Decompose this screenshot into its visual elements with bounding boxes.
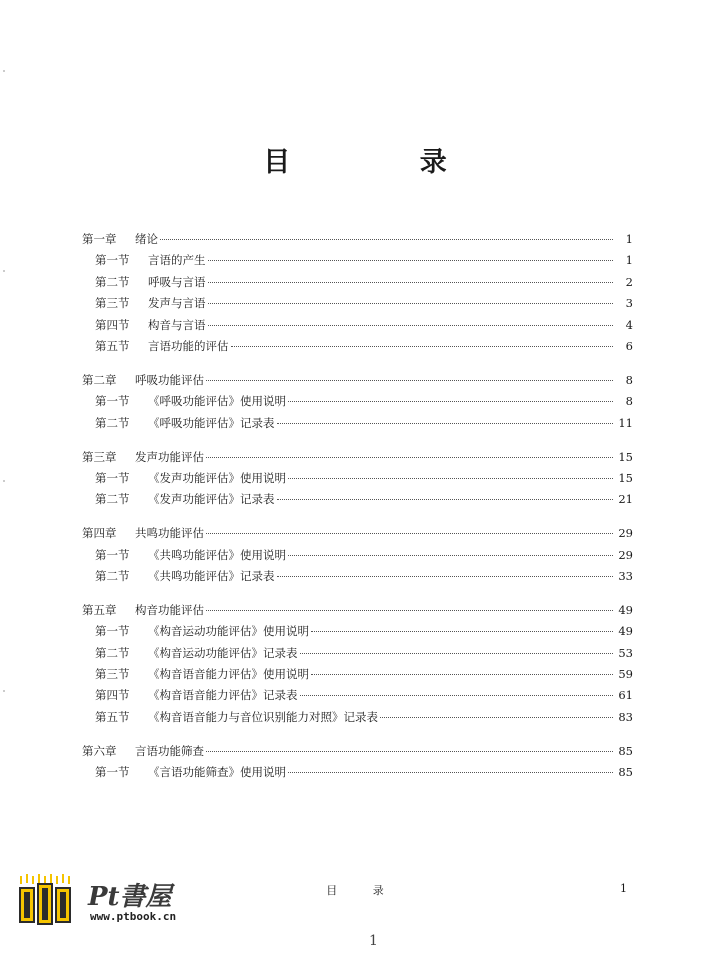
dot-leader <box>300 653 614 654</box>
toc-chapter-number: 第四章 <box>82 526 117 541</box>
dot-leader <box>208 260 614 261</box>
toc-section-title: 《呼吸功能评估》使用说明 <box>148 394 286 409</box>
toc-section[interactable] <box>82 707 633 728</box>
toc-section-number: 第二节 <box>95 492 130 507</box>
site-logo <box>18 870 208 930</box>
bottom-page-mark: 1 <box>369 933 378 949</box>
dot-leader <box>208 325 614 326</box>
toc-chapter-page: 8 <box>625 372 633 387</box>
toc-section-page: 33 <box>618 568 633 583</box>
footer-page-number: 1 <box>620 882 627 895</box>
toc-section[interactable] <box>82 293 633 314</box>
toc-section-number: 第一节 <box>95 765 130 780</box>
dot-leader <box>208 303 614 304</box>
toc-section-number: 第一节 <box>95 394 130 409</box>
toc-section-page: 11 <box>618 415 633 430</box>
toc-chapter-page: 1 <box>625 232 633 246</box>
toc-chapter-title: 绪论 <box>135 232 158 246</box>
toc-section-number: 第二节 <box>95 274 130 289</box>
toc-section-page: 59 <box>618 667 633 682</box>
toc-section-page: 6 <box>625 338 633 353</box>
toc-section[interactable] <box>82 315 633 336</box>
toc-section-page: 61 <box>618 688 633 703</box>
toc-section-number: 第二节 <box>95 645 130 660</box>
toc-section-title: 《构音语音能力与音位识别能力对照》记录表 <box>148 709 378 724</box>
toc-chapter-block <box>82 741 633 784</box>
toc-chapter-block <box>82 370 633 434</box>
toc-section-number: 第一节 <box>95 470 130 485</box>
dot-leader <box>206 610 613 611</box>
toc-section-number: 第二节 <box>95 568 130 583</box>
dot-leader <box>277 423 614 424</box>
toc-chapter[interactable] <box>82 523 633 544</box>
toc-section-title: 《言语功能筛查》使用说明 <box>148 765 286 780</box>
page-title: 目 录 <box>263 147 507 178</box>
toc-chapter-block <box>82 523 633 587</box>
toc-section-title: 言语功能的评估 <box>148 338 229 353</box>
toc-section-number: 第五节 <box>95 338 130 353</box>
dot-leader <box>206 457 613 458</box>
toc-section[interactable] <box>82 413 633 434</box>
toc-section-title: 《呼吸功能评估》记录表 <box>148 415 275 430</box>
toc-section[interactable] <box>82 468 633 489</box>
dot-leader <box>311 674 613 675</box>
dot-leader <box>288 555 613 556</box>
dot-leader <box>206 751 613 752</box>
dot-leader <box>277 576 614 577</box>
toc-section-number: 第一节 <box>95 253 130 268</box>
toc-section[interactable] <box>82 545 633 566</box>
dot-leader <box>277 499 614 500</box>
toc-section-title: 言语的产生 <box>148 253 206 268</box>
toc-chapter-number: 第一章 <box>82 232 117 246</box>
toc-section-number: 第二节 <box>95 415 130 430</box>
toc-chapter[interactable] <box>82 370 633 391</box>
toc-chapter-page: 15 <box>618 449 633 464</box>
toc-chapter-title: 发声功能评估 <box>135 449 204 464</box>
dot-leader <box>208 282 614 283</box>
toc-section[interactable] <box>82 250 633 271</box>
toc-chapter-page: 29 <box>618 526 633 541</box>
toc-section[interactable] <box>82 489 633 510</box>
toc-section[interactable] <box>82 621 633 642</box>
toc-section-title: 《发声功能评估》使用说明 <box>148 470 286 485</box>
toc-chapter-title: 呼吸功能评估 <box>135 372 204 387</box>
toc-section-page: 2 <box>625 274 633 289</box>
toc-chapter-block <box>82 600 633 728</box>
toc-chapter-page: 85 <box>618 743 633 758</box>
toc-section-page: 49 <box>618 624 633 639</box>
toc-section[interactable] <box>82 685 633 706</box>
toc-section[interactable] <box>82 336 633 357</box>
dot-leader <box>311 631 613 632</box>
toc-chapter-number: 第六章 <box>82 743 117 758</box>
dot-leader <box>206 380 613 381</box>
toc-section-title: 《构音运动功能评估》使用说明 <box>148 624 309 639</box>
toc-section-title: 呼吸与言语 <box>148 274 206 289</box>
toc-section-title: 《共鸣功能评估》使用说明 <box>148 547 286 562</box>
toc-section-page: 21 <box>618 492 633 507</box>
toc-section-title: 《构音语音能力评估》使用说明 <box>148 667 309 682</box>
toc-chapter[interactable] <box>82 229 633 250</box>
toc-chapter-page: 49 <box>618 602 633 617</box>
toc-section-number: 第五节 <box>95 709 130 724</box>
toc-section[interactable] <box>82 272 633 293</box>
toc-chapter[interactable] <box>82 447 633 468</box>
dot-leader <box>300 695 614 696</box>
toc-section-title: 《构音运动功能评估》记录表 <box>148 645 298 660</box>
toc-section-title: 构音与言语 <box>148 317 206 332</box>
toc-section-page: 8 <box>625 394 633 409</box>
toc-chapter-number: 第三章 <box>82 449 117 464</box>
toc-section-page: 29 <box>618 547 633 562</box>
toc-section-number: 第一节 <box>95 547 130 562</box>
logo-text: Pt書屋 <box>88 882 172 912</box>
dot-leader <box>206 533 613 534</box>
toc-section-number: 第三节 <box>95 296 130 311</box>
toc-section-page: 53 <box>618 645 633 660</box>
toc-section-title: 《发声功能评估》记录表 <box>148 492 275 507</box>
toc-chapter-title: 共鸣功能评估 <box>135 526 204 541</box>
toc-section[interactable] <box>82 391 633 412</box>
toc-section-number: 第四节 <box>95 688 130 703</box>
toc-chapter-title: 构音功能评估 <box>135 602 204 617</box>
toc-section-page: 1 <box>625 253 633 268</box>
toc-chapter-block <box>82 447 633 511</box>
dot-leader <box>288 772 613 773</box>
toc-section-page: 3 <box>625 296 633 311</box>
toc-chapter-block <box>82 229 633 357</box>
footer-title: 目 录 <box>326 884 400 897</box>
dot-leader <box>231 346 614 347</box>
toc-chapter-number: 第二章 <box>82 372 117 387</box>
dot-leader <box>288 401 613 402</box>
toc-section-number: 第四节 <box>95 317 130 332</box>
table-of-contents <box>82 229 633 796</box>
dot-leader <box>160 239 613 240</box>
toc-section-title: 《构音语音能力评估》记录表 <box>148 688 298 703</box>
toc-section-number: 第三节 <box>95 667 130 682</box>
toc-section-page: 83 <box>618 709 633 724</box>
toc-section-number: 第一节 <box>95 624 130 639</box>
toc-section[interactable] <box>82 643 633 664</box>
dot-leader <box>288 478 613 479</box>
dot-leader <box>380 717 613 718</box>
toc-section-page: 4 <box>625 317 633 332</box>
toc-section-page: 85 <box>618 765 633 780</box>
toc-chapter-title: 言语功能筛查 <box>135 743 204 758</box>
toc-chapter[interactable] <box>82 600 633 621</box>
toc-section-title: 发声与言语 <box>148 296 206 311</box>
toc-section[interactable] <box>82 762 633 783</box>
toc-chapter[interactable] <box>82 741 633 762</box>
toc-chapter-number: 第五章 <box>82 602 117 617</box>
toc-section[interactable] <box>82 664 633 685</box>
toc-section-title: 《共鸣功能评估》记录表 <box>148 568 275 583</box>
toc-section[interactable] <box>82 566 633 587</box>
logo-url: www.ptbook.cn <box>90 910 177 923</box>
toc-section-page: 15 <box>618 470 633 485</box>
